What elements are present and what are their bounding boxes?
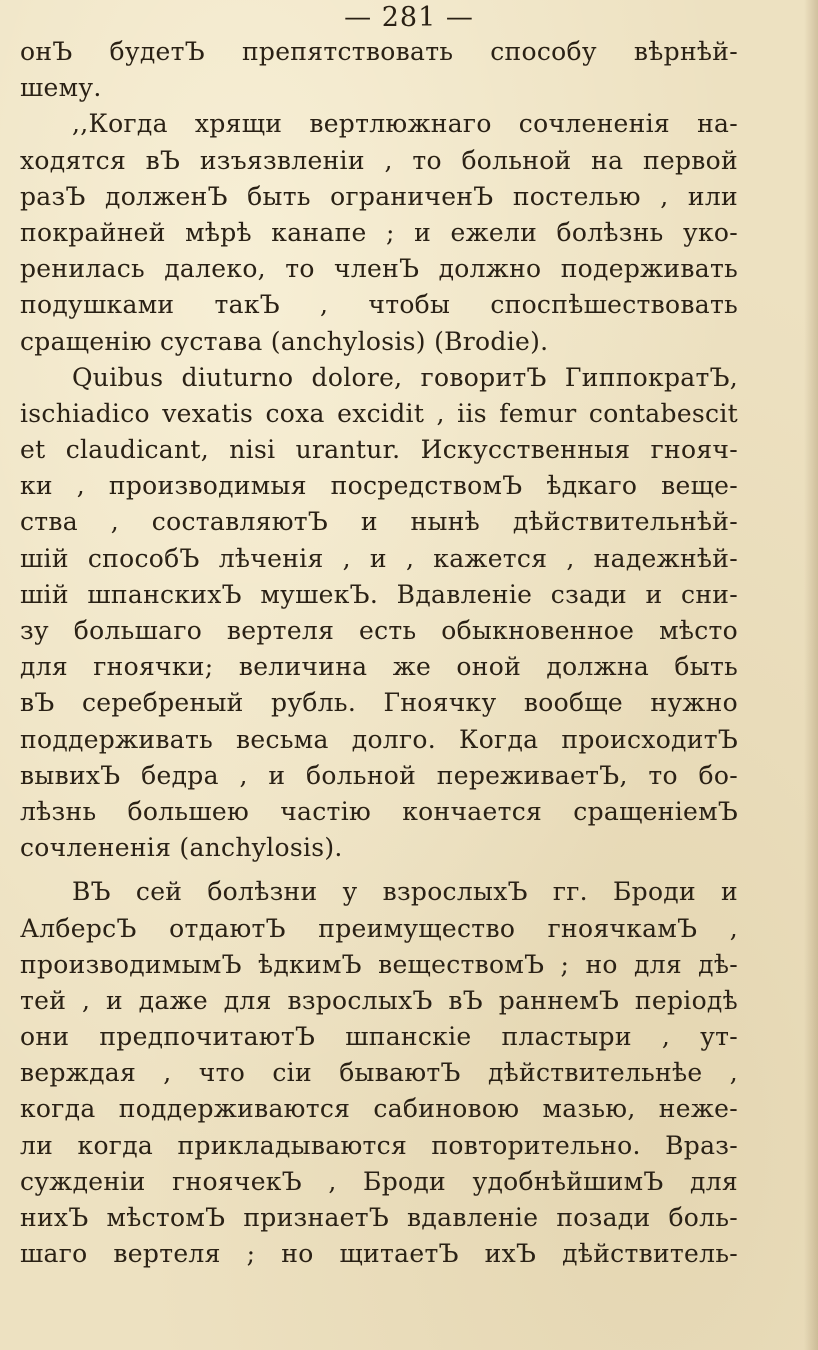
text-line: сочлененія (anchylosis). xyxy=(20,833,343,863)
text-line: тей , и даже для взрослыхЪ вЪ раннемЪ періодѣ xyxy=(20,985,738,1015)
text-line: АлберсЪ отдаютЪ преимущество гноячкамЪ , xyxy=(20,913,738,943)
text-line: разЪ долженЪ быть ограниченЪ постелью , или xyxy=(20,181,738,211)
paragraph-start-line: ВЪ сей болѣзни у взрослыхЪ гг. Броди и xyxy=(72,877,738,907)
text-line: ischiadico vexatis coxa excidit , iis femur contabescit xyxy=(20,398,738,428)
text-line: зу большаго вертеля есть обыкновенное мѣсто xyxy=(20,616,738,645)
text-line: когда поддерживаются сабиновою мазью, неже- xyxy=(20,1094,738,1124)
text-line: сращенію сустава (anchylosis) (Brodie). xyxy=(20,326,549,356)
text-line: ходятся вЪ изъязвленіи , то больной на первой xyxy=(20,145,738,175)
text-line: шаго вертеля ; но щитаетЪ ихЪ дѣйствитель- xyxy=(20,1239,738,1269)
body-text xyxy=(20,34,738,1272)
text-line: et claudicant, nisi urantur. Искусственныя гнояч- xyxy=(20,435,738,465)
text-line: ства , составляютЪ и нынѣ дѣйствительнѣй- xyxy=(20,507,738,537)
page-edge-shadow xyxy=(804,0,818,1350)
text-line: для гноячки; величина же оной должна быть xyxy=(20,652,738,682)
text-line: сужденіи гноячекЪ , Броди удобнѣйшимЪ для xyxy=(20,1166,738,1196)
paragraph-start-line: Quibus diuturno dolore, говоритЪ ГиппократЪ, xyxy=(72,362,738,392)
text-line: шій шпанскихЪ мушекЪ. Вдавленіе сзади и сни- xyxy=(20,579,738,609)
text-line: ренилась далеко, то членЪ должно подерживать xyxy=(20,254,738,284)
text-line: онЪ будетЪ препятствовать способу вѣрнѣй- xyxy=(20,37,738,66)
text-line: покрайней мѣрѣ канапе ; и ежели болѣзнь уко- xyxy=(20,217,738,247)
text-line: производимымЪ ѣдкимЪ веществомЪ ; но для дѣ- xyxy=(20,949,738,979)
text-line: поддерживать весьма долго. Когда происходитЪ xyxy=(20,724,738,754)
text-line: лѣзнь большею частію кончается сращеніемЪ xyxy=(20,796,738,826)
text-line: верждая , что сіи бываютЪ дѣйствительнѣе , xyxy=(20,1058,738,1088)
text-line: шему. xyxy=(20,73,102,103)
text-line: подушками такЪ , чтобы споспѣшествовать xyxy=(20,290,738,320)
text-line: вывихЪ бедра , и больной переживаетЪ, то бо- xyxy=(20,760,738,790)
text-line: ли когда прикладываются повторительно. Враз- xyxy=(20,1130,738,1160)
text-line: они предпочитаютЪ шпанскіе пластыри , ут- xyxy=(20,1022,738,1052)
text-line: ки , производимыя посредствомЪ ѣдкаго веще- xyxy=(20,471,738,501)
page-number: — 281 — xyxy=(344,2,474,33)
text-line: нихЪ мѣстомЪ признаетЪ вдавленіе позади боль- xyxy=(20,1203,738,1232)
paragraph-start-line: ,,Когда хрящи вертлюжнаго сочлененія на- xyxy=(72,109,738,139)
text-line: шій способЪ лѣченія , и , кажется , надежнѣй- xyxy=(20,543,738,573)
text-line: вЪ серебреный рубль. Гноячку вообще нужно xyxy=(20,688,738,718)
